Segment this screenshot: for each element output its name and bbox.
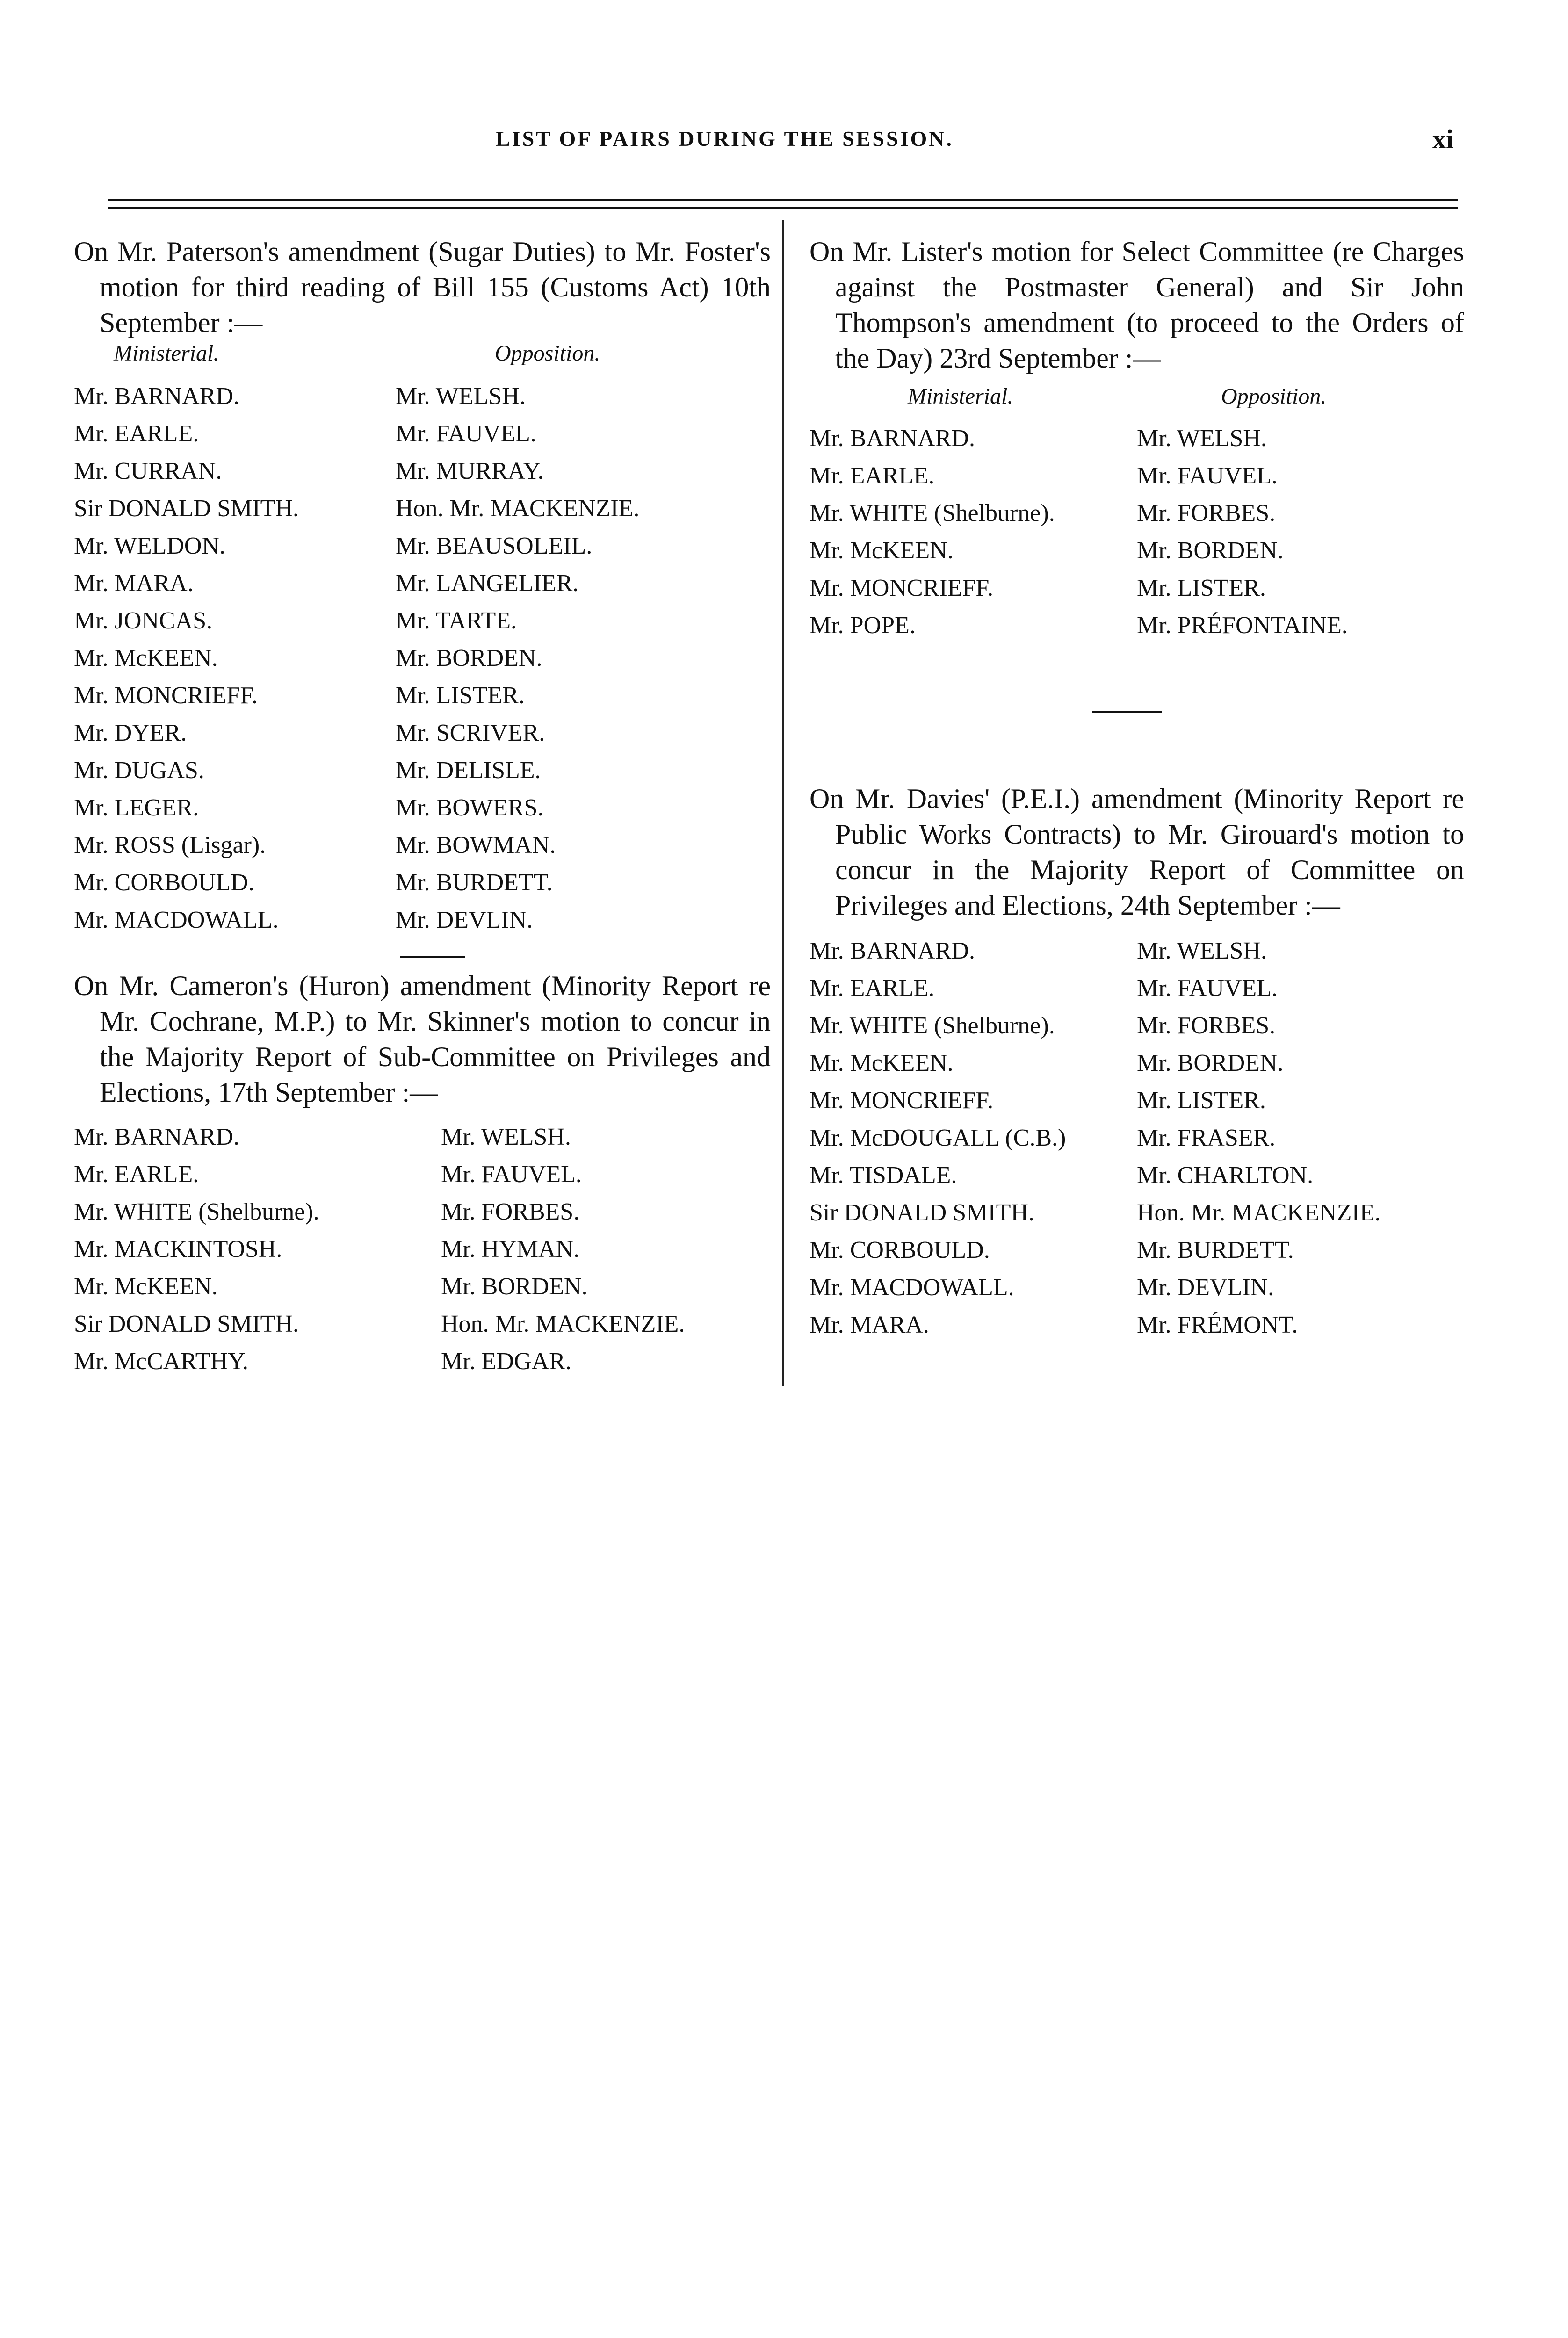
list-item: Mr. LEGER. (74, 794, 199, 821)
list-item: Mr. FORBES. (1137, 500, 1276, 527)
section-separator-left (400, 956, 465, 958)
ministerial-list (809, 932, 1066, 1344)
opposition-list (1137, 932, 1380, 1344)
list-item: Mr. EARLE. (809, 975, 935, 1002)
list-item: Mr. BARNARD. (74, 1124, 239, 1150)
list-item: Sir DONALD SMITH. (74, 1311, 299, 1337)
list-item: Mr. BURDETT. (1137, 1237, 1294, 1263)
list-item: Mr. LISTER. (396, 682, 525, 709)
list-item: Mr. EDGAR. (441, 1348, 571, 1375)
list-item: Sir DONALD SMITH. (74, 495, 299, 522)
list-item: Mr. BOWERS. (396, 794, 544, 821)
opposition-list (1137, 420, 1348, 644)
list-item: Mr. WELSH. (1137, 938, 1267, 964)
list-item: Mr. WHITE (Shelburne). (809, 1012, 1055, 1039)
list-item: Mr. DELISLE. (396, 757, 541, 784)
ministerial-heading: Ministerial. (114, 341, 219, 366)
section-intro: On Mr. Cameron's (Huron) amendment (Minority Report re Mr. Cochrane, M.P.) to Mr. Skinner's motion to concur in the Majority Report of Sub-Committee on Privileges and Elections, 17th September :— (74, 970, 771, 1108)
list-item: Mr. BORDEN. (396, 645, 542, 671)
opposition-heading: Opposition. (1221, 384, 1327, 409)
list-item: Mr. CORBOULD. (74, 869, 254, 896)
section-separator-right (1092, 711, 1162, 713)
list-item: Mr. FORBES. (441, 1198, 580, 1225)
opposition-list (441, 1118, 685, 1380)
list-item: Mr. FORBES. (1137, 1012, 1276, 1039)
list-item: Mr. MONCRIEFF. (809, 575, 994, 601)
list-item: Mr. CHARLTON. (1137, 1162, 1314, 1189)
list-item: Sir DONALD SMITH. (809, 1199, 1034, 1226)
list-item: Mr. MARA. (809, 1312, 929, 1338)
list-item: Mr. EARLE. (74, 420, 199, 447)
list-item: Mr. BURDETT. (396, 869, 553, 896)
running-head: LIST OF PAIRS DURING THE SESSION. (496, 127, 954, 151)
list-item: Mr. POPE. (809, 612, 916, 639)
list-item: Mr. MARA. (74, 570, 194, 597)
column-divider (782, 220, 784, 1386)
pairs-table (809, 382, 1464, 672)
list-item: Mr. BORDEN. (1137, 537, 1284, 564)
list-item: Mr. CURRAN. (74, 458, 222, 484)
list-item: Mr. CORBOULD. (809, 1237, 990, 1263)
list-item: Mr. LANGELIER. (396, 570, 579, 597)
list-item: Mr. FRÉMONT. (1137, 1312, 1298, 1338)
list-item: Mr. McKEEN. (74, 1273, 218, 1300)
list-item: Mr. WHITE (Shelburne). (809, 500, 1055, 527)
ministerial-list (74, 1118, 319, 1380)
list-item: Mr. EARLE. (74, 1161, 199, 1188)
list-item: Mr. WELSH. (441, 1124, 571, 1150)
ministerial-list (74, 378, 299, 939)
list-item: Mr. BEAUSOLEIL. (396, 533, 593, 559)
list-item: Mr. MONCRIEFF. (809, 1087, 994, 1114)
list-item: Hon. Mr. MACKENZIE. (396, 495, 640, 522)
list-item: Mr. TARTE. (396, 607, 517, 634)
list-item: Mr. McKEEN. (809, 537, 954, 564)
pair-section-cameron (74, 968, 771, 1399)
page-number: xi (1432, 124, 1454, 154)
list-item: Mr. McDOUGALL (C.B.) (809, 1125, 1066, 1151)
list-item: Mr. BOWMAN. (396, 832, 556, 859)
list-item: Mr. FAUVEL. (441, 1161, 582, 1188)
list-item: Mr. EARLE. (809, 462, 935, 489)
list-item: Mr. MACDOWALL. (809, 1274, 1014, 1301)
section-intro: On Mr. Paterson's amendment (Sugar Duties) to Mr. Foster's motion for third reading of Bill 155 (Customs Act) 10th September :— (74, 236, 771, 338)
pairs-table (74, 1118, 771, 1399)
list-item: Mr. McKEEN. (74, 645, 218, 671)
list-item: Mr. McCARTHY. (74, 1348, 248, 1375)
list-item: Mr. BARNARD. (74, 383, 239, 410)
list-item: Hon. Mr. MACKENZIE. (441, 1311, 685, 1337)
list-item: Mr. LISTER. (1137, 575, 1266, 601)
list-item: Mr. BARNARD. (809, 425, 975, 452)
list-item: Hon. Mr. MACKENZIE. (1137, 1199, 1381, 1226)
opposition-list (396, 378, 639, 939)
list-item: Mr. WHITE (Shelburne). (74, 1198, 319, 1225)
list-item: Mr. WELDON. (74, 533, 226, 559)
section-intro: On Mr. Lister's motion for Select Committee (re Charges against the Postmaster General) and Sir John Thompson's amendment (to proceed to the Orders of the Day) 23rd September :— (809, 236, 1464, 374)
list-item: Mr. FAUVEL. (1137, 462, 1278, 489)
list-item: Mr. ROSS (Lisgar). (74, 832, 266, 859)
list-item: Mr. DYER. (74, 720, 187, 746)
pair-section-davies (809, 781, 1464, 1353)
list-item: Mr. DEVLIN. (1137, 1274, 1274, 1301)
list-item: Mr. DEVLIN. (396, 907, 533, 933)
list-item: Mr. FAUVEL. (1137, 975, 1278, 1002)
pairs-table (74, 340, 771, 965)
opposition-heading: Opposition. (495, 341, 600, 366)
list-item: Mr. FRASER. (1137, 1125, 1276, 1151)
pair-section-lister (809, 234, 1464, 672)
list-item: Mr. TISDALE. (809, 1162, 957, 1189)
list-item: Mr. DUGAS. (74, 757, 204, 784)
list-item: Mr. WELSH. (396, 383, 526, 410)
list-item: Mr. BORDEN. (1137, 1050, 1284, 1076)
list-item: Mr. PRÉFONTAINE. (1137, 612, 1348, 639)
list-item: Mr. BORDEN. (441, 1273, 588, 1300)
page-header (0, 126, 1568, 164)
list-item: Mr. FAUVEL. (396, 420, 536, 447)
header-rule-top (108, 199, 1458, 201)
list-item: Mr. JONCAS. (74, 607, 213, 634)
list-item: Mr. BARNARD. (809, 938, 975, 964)
list-item: Mr. MACDOWALL. (74, 907, 279, 933)
list-item: Mr. LISTER. (1137, 1087, 1266, 1114)
section-intro: On Mr. Davies' (P.E.I.) amendment (Minority Report re Public Works Contracts) to Mr. Girouard's motion to concur in the Majority Report of Committee on Privileges and Elections, 24th September :— (809, 783, 1464, 921)
list-item: Mr. SCRIVER. (396, 720, 545, 746)
header-rule-bottom (108, 207, 1458, 209)
pairs-table (809, 932, 1464, 1353)
list-item: Mr. HYMAN. (441, 1236, 580, 1263)
ministerial-heading: Ministerial. (908, 384, 1013, 409)
list-item: Mr. MONCRIEFF. (74, 682, 258, 709)
ministerial-list (809, 420, 1055, 644)
list-item: Mr. WELSH. (1137, 425, 1267, 452)
list-item: Mr. McKEEN. (809, 1050, 954, 1076)
list-item: Mr. MACKINTOSH. (74, 1236, 282, 1263)
pair-section-paterson (74, 234, 771, 965)
list-item: Mr. MURRAY. (396, 458, 544, 484)
